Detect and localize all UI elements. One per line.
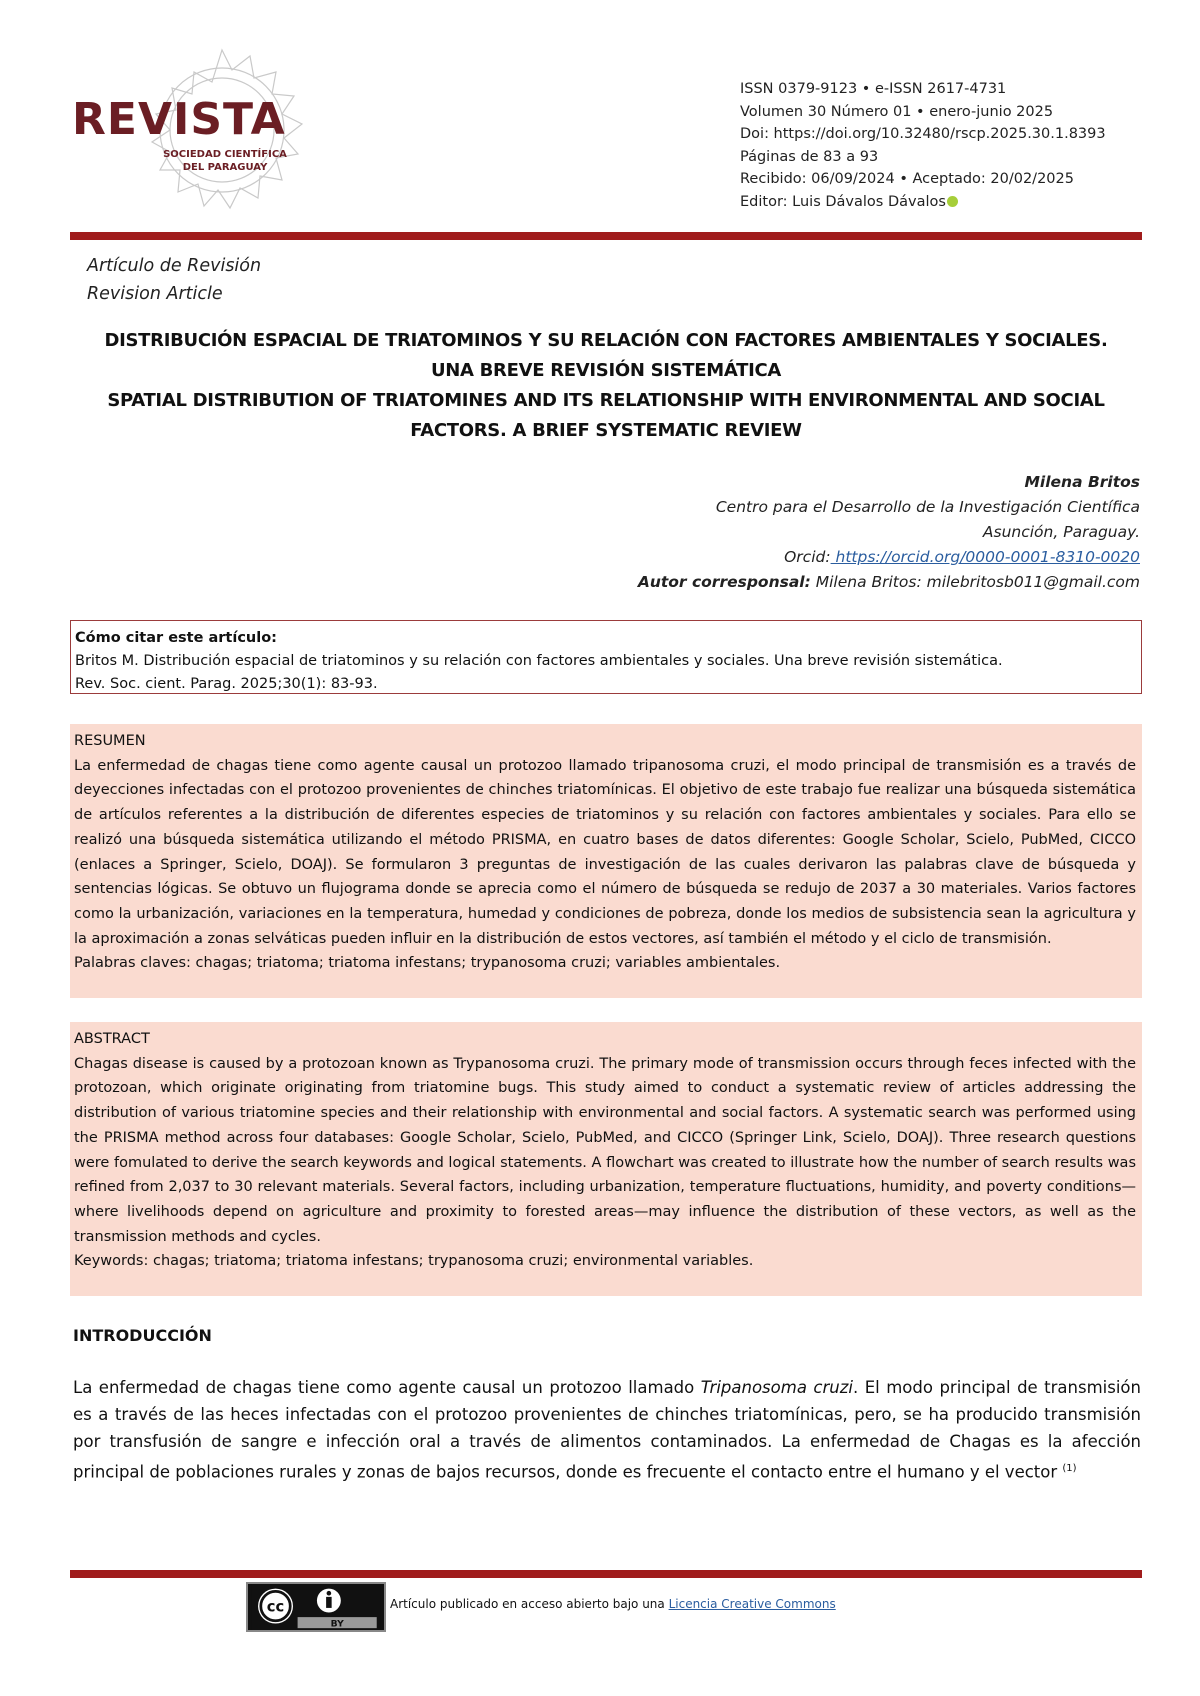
abstract-box (70, 1022, 1142, 1296)
logo-wordmark: REVISTA (72, 94, 286, 145)
license-link[interactable]: Licencia Creative Commons (668, 1597, 836, 1611)
resumen-heading: RESUMEN (74, 733, 146, 749)
volume: Volumen 30 Número 01 • enero-junio 2025 (740, 103, 1054, 120)
resumen-box (70, 724, 1142, 998)
resumen-keywords: Palabras claves: chagas; triatoma; triatoma infestans; trypanosoma cruzi; variables ambientales. (74, 955, 781, 972)
citation-heading: Cómo citar este artículo: (75, 630, 277, 646)
editor-line (740, 191, 1106, 214)
article-title: DISTRIBUCIÓN ESPACIAL DE TRIATOMINOS Y SU RELACIÓN CON FACTORES AMBIENTALES Y SOCIALES. UNA BREVE REVISIÓN SISTEMÁTICA SPATIAL DISTRIBUTION OF TRIATOMINES AND ITS RELATIONSHIP WITH ENVIRONMENTAL AND SOCIAL FACTORS. A BRIEF SYSTEMATIC REVIEW (104, 330, 1108, 441)
citation-box (70, 620, 1142, 694)
author-affiliation: Centro para el Desarrollo de la Investigación Científica (715, 498, 1140, 516)
journal-info (740, 78, 1106, 213)
abstract-heading: ABSTRACT (74, 1031, 150, 1047)
top-rule (70, 232, 1142, 240)
orcid-link[interactable]: https://orcid.org/0000-0001-8310-0020 (830, 548, 1140, 566)
editor: Editor: Luis Dávalos Dávalos (740, 193, 946, 210)
by-label: BY (330, 1618, 344, 1630)
reference-1[interactable]: (1) (1062, 1463, 1077, 1474)
abstract-body: Chagas disease is caused by a protozoan known as Trypanosoma cruzi. The primary mode of transmission occurs through feces infected with the protozoan, which originate originating from triatomine bugs. This study aimed to conduct a systematic review of articles addressing the distribution of various triatomine species and their relationship with environmental and social factors. A systematic search was performed using the PRISMA method across four databases: Google Scholar, Scielo, PubMed, and CICCO (Springer Link, Scielo, DOAJ). Three research questions were fomulated to derive the search keywords and logical statements. A flowchart was created to illustrate how the number of search results was refined from 2,037 to 30 relevant materials. Several factors, including urbanization, temperature fluctuations, humidity, and poverty conditions—where livelihoods depend on agriculture and proximity to forested areas—may influence the distribution of these vectors, as well as the transmission methods and cycles. (74, 1055, 1136, 1245)
license-text: Artículo publicado en acceso abierto bajo una Licencia Creative Commons (390, 1597, 836, 1611)
author-location: Asunción, Paraguay. (982, 523, 1140, 541)
logo-subtitle: SOCIEDAD CIENTÍFICA DEL PARAGUAY (163, 149, 287, 173)
author-block (638, 470, 1140, 595)
author-orcid: Orcid: https://orcid.org/0000-0001-8310-0020 (784, 548, 1140, 566)
author-name: Milena Britos (1024, 473, 1140, 491)
orcid-icon[interactable] (947, 196, 958, 207)
cc-label: cc (266, 1598, 285, 1616)
introduction-paragraph: La enfermedad de chagas tiene como agente causal un protozoo llamado Tripanosoma cruzi. El modo principal de transmisión es a través de las heces infectadas con el protozoo provenientes de chinches triatomínicas, pero, se ha producido transmisión por transfusión de sangre e infección oral a través de alimentos contaminados. La enfermedad de Chagas es la afección principal de poblaciones rurales y zonas de bajos recursos, donde es frecuente el contacto entre el humano y el vector $^{(1)}$ (73, 1378, 1141, 1482)
dates: Recibido: 06/09/2024 • Aceptado: 20/02/2025 (740, 171, 1074, 187)
abstract-keywords: Keywords: chagas; triatoma; triatoma infestans; trypanosoma cruzi; environmental variables. (74, 1253, 754, 1270)
citation-line1: Britos M. Distribución espacial de triatominos y su relación con factores ambientales y sociales. Una breve revisión sistemática. (75, 653, 1003, 669)
article-type: Artículo de Revisión Revision Article (87, 256, 262, 304)
introduction-heading: INTRODUCCIÓN (73, 1326, 212, 1345)
pages: Páginas de 83 a 93 (740, 148, 879, 165)
issn: ISSN 0379-9123 • e-ISSN 2617-4731 (740, 81, 1007, 97)
citation-line2: Rev. Soc. cient. Parag. 2025;30(1): 83-93. (75, 676, 378, 692)
resumen-body: La enfermedad de chagas tiene como agente causal un protozoo llamado tripanosoma cruzi, el modo principal de transmisión es a través de deyecciones infectadas con el protozoo provenientes de chinches triatomínicas. El objetivo de este trabajo fue realizar una búsqueda sistemática de artículos referentes a la distribución de diferentes especies de triatominos y su relación con factores ambientales y sociales. Para ello se realizó una búsqueda sistemática utilizando el método PRISMA, en cuatro bases de datos diferentes: Google Scholar, Scielo, PubMed, CICCO (enlaces a Springer, Scielo, DOAJ). Se formularon 3 preguntas de investigación de las cuales derivaron las palabras clave de búsqueda y sentencias lógicas. Se obtuvo un flujograma donde se aprecia como el número de búsqueda se redujo de 2037 a 30 materiales. Varios factores como la urbanización, variaciones en la temperatura, humedad y condiciones de pobreza, donde los medios de subsistencia sean la agricultura y la aproximación a zonas selváticas pueden influir en la distribución de estos vectores, así también el método y el ciclo de transmisión. (74, 757, 1136, 947)
cc-by-license-icon[interactable] (246, 1582, 386, 1632)
corresponding-author: Autor corresponsal: Milena Britos: milebritosb011@gmail.com (637, 573, 1140, 591)
bottom-rule (70, 1570, 1142, 1578)
doi[interactable]: Doi: https://doi.org/10.32480/rscp.2025.30.1.8393 (740, 126, 1106, 142)
